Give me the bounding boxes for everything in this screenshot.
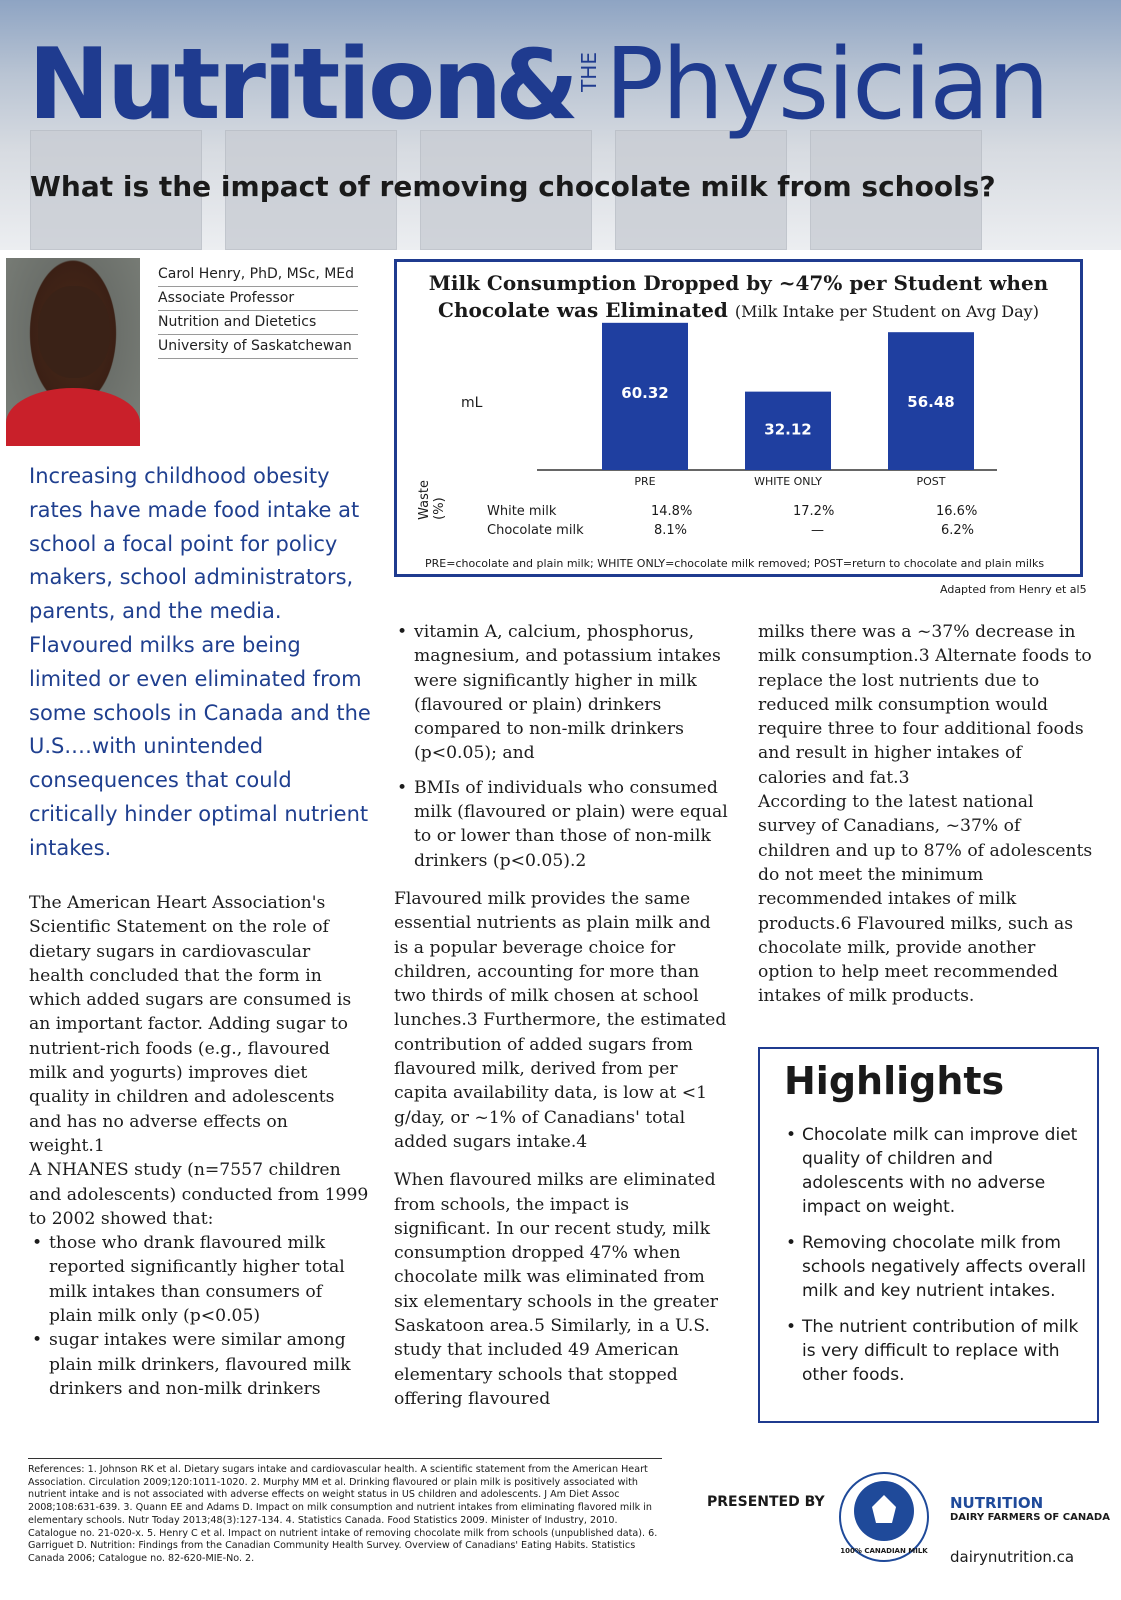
references: References: 1. Johnson RK et al. Dietary sugars intake and cardiovascular health. A scientific statement from the American Heart Association. Circulation 2009;120:1011-1020. 2. Murphy MM et al. Drinking flavoured or plain milk is positively associated with nutrient intake and is not associated with adverse effects on weight status in US children and adolescents. J Am Diet Assoc 2008;108:631-639. 3. Quann EE and Adams D. Impact on milk consumption and nutrient intakes from eliminating flavored milk in elementary schools. Nutr Today 2013;48(3):127-134. 4. Statistics Canada. Food Statistics 2009. Minister of Industry, 2010. Catalogue no. 21-020-x. 5. Henry C et al. Impact on nutrient intake of removing chocolate milk from schools (unpublished data). 6. Garriguet D. Nutrition: Findings from the Canadian Community Health Survey. Overview of Canadians' Eating Habits. Statistics Canada 2006; Catalogue no. 82-620-MIE-No. 2. [28, 1464, 658, 1564]
title-part2: Physician [604, 28, 1048, 142]
highlights-list [786, 1123, 1086, 1399]
highlights-box [758, 1047, 1099, 1423]
bar-value-label: 32.12 [764, 420, 812, 439]
author-photo [6, 258, 140, 446]
brand-name: NUTRITION [950, 1494, 1044, 1512]
intro-text: Increasing childhood obesity rates have made food intake at school a focal point for policy makers, school administrators, parents, and the media. Flavoured milks are being limited or even eliminated from some schools in Canada and the U.S.…with unintended consequences that could critically hinder optimal nutrient intakes. [29, 464, 371, 860]
highlight-item: • The nutrient contribution of milk is very difficult to replace with other foods. [786, 1317, 1079, 1385]
title-part1: Nutrition [28, 28, 500, 142]
bar-value-label: 60.32 [621, 383, 669, 402]
chart-note: PRE=chocolate and plain milk; WHITE ONLY=chocolate milk removed; POST=return to chocolate and plain milks [425, 557, 1045, 570]
highlight-item: • Removing chocolate milk from schools negatively affects overall milk and key nutrient intakes. [786, 1233, 1086, 1301]
waste-cell: — [811, 523, 824, 538]
highlight-text: Chocolate milk can improve diet quality of children and adolescents with no adverse impact on weight. [802, 1125, 1078, 1217]
list-item: • sugar intakes were similar among plain milk drinkers, flavoured milk drinkers and non-milk drinkers [32, 1330, 351, 1399]
highlight-text: Removing chocolate milk from schools negatively affects overall milk and key nutrient intakes. [802, 1233, 1086, 1301]
title-ampersand: & [495, 29, 579, 141]
paragraph: When flavoured milks are eliminated from schools, the impact is significant. In our recent study, milk consumption dropped 47% when chocolate milk was eliminated from six elementary schools in the greater Saskatoon area.5 Similarly, in a U.S. study that included 49 American elementary schools that stopped offering flavoured [394, 1170, 718, 1409]
list-item: • those who drank flavoured milk reported significantly higher total milk intakes than consumers of plain milk only (p<0.05) [32, 1233, 345, 1327]
category-label: PRE [634, 475, 656, 488]
list-item: • BMIs of individuals who consumed milk (flavoured or plain) were equal to or lower than those of non-milk drinkers (p<0.05).2 [397, 777, 728, 871]
highlight-item: • Chocolate milk can improve diet quality of children and adolescents with no adverse impact on weight. [786, 1125, 1078, 1217]
title-the: THE [576, 52, 601, 92]
waste-row-white [447, 504, 1067, 522]
masthead [0, 0, 1121, 250]
list-item: • vitamin A, calcium, phosphorus, magnesium, and potassium intakes were significantly higher in milk (flavoured or plain) drinkers compared to non-milk drinkers (p<0.05); and [397, 622, 721, 764]
column-3 [758, 620, 1094, 1009]
list-item-text: those who drank flavoured milk reported significantly higher total milk intakes than consumers of plain milk only (p<0.05) [49, 1233, 345, 1327]
author-department: Nutrition and Dietetics [158, 311, 358, 335]
chart-source: Adapted from Henry et al5 [940, 583, 1087, 596]
chart-title: Milk Consumption Dropped by ~47% per Student when Chocolate was Eliminated [428, 271, 1049, 322]
paragraph: According to the latest national survey of Canadians, ~37% of children and up to 87% of adolescents do not meet the minimum recommended intakes of milk products.6 Flavoured milks, such as chocolate milk, provide another option to help meet recommended intakes of milk products. [758, 792, 1093, 1007]
author-block [158, 263, 358, 359]
author-institution: University of Saskatchewan [158, 335, 358, 359]
bar-value-label: 56.48 [907, 393, 955, 412]
milk-consumption-chart [394, 259, 1083, 577]
waste-label: Waste (%) [417, 480, 447, 520]
headline: What is the impact of removing chocolate milk from schools? [30, 170, 996, 203]
organization-name: DAIRY FARMERS OF CANADA [950, 1512, 1110, 1523]
waste-row-chocolate [447, 523, 1067, 541]
column-2 [394, 620, 730, 1411]
paragraph: The American Heart Association's Scientific Statement on the role of dietary sugars in cardiovascular health concluded that the form in which added sugars are consumed is an important factor. Adding sugar to nutrient-rich foods (e.g., flavoured milk and yogurts) improves diet quality in children and adolescents and has no adverse effects on weight.1 [29, 893, 352, 1156]
bullet-list [29, 1231, 369, 1401]
list-item-text: sugar intakes were similar among plain milk drinkers, flavoured milk drinkers and non-milk drinkers [49, 1330, 351, 1399]
canadian-milk-logo-icon [838, 1471, 930, 1563]
waste-cell: 8.1% [654, 523, 688, 538]
waste-row-name: Chocolate milk [487, 523, 584, 538]
y-axis-label: mL [461, 395, 483, 411]
paragraph: milks there was a ~37% decrease in milk consumption.3 Alternate foods to replace the lost nutrients due to reduced milk consumption would require three to four additional foods and result in higher intakes of calories and fat.3 [758, 622, 1092, 788]
references-divider [28, 1458, 662, 1459]
paragraph: A NHANES study (n=7557 children and adolescents) conducted from 1999 to 2002 showed that: [29, 1160, 369, 1229]
waste-cell: 17.2% [793, 504, 835, 519]
column-1 [29, 891, 369, 1401]
waste-row-name: White milk [487, 504, 557, 519]
list-item-text: BMIs of individuals who consumed milk (flavoured or plain) were equal to or lower than those of non-milk drinkers (p<0.05).2 [414, 777, 728, 871]
category-label: POST [916, 475, 946, 488]
presented-by-label: PRESENTED BY [707, 1494, 825, 1510]
paragraph: Flavoured milk provides the same essential nutrients as plain milk and is a popular beverage choice for children, accounting for more than two thirds of milk chosen at school lunches.3 Furthermore, the estimated contribution of added sugars from flavoured milk, derived from per capita availability data, is low at <1 g/day, or ~1% of Canadians' total added sugars intake.4 [394, 888, 727, 1152]
author-role: Associate Professor [158, 287, 358, 311]
publication-title [28, 30, 1048, 140]
waste-cell: 6.2% [941, 523, 975, 538]
author-name: Carol Henry, PhD, MSc, MEd [158, 263, 358, 287]
chart-subtitle: (Milk Intake per Student on Avg Day) [734, 302, 1039, 321]
waste-cell: 16.6% [936, 504, 978, 519]
waste-cell: 14.8% [651, 504, 693, 519]
bullet-list [394, 620, 730, 873]
highlight-text: The nutrient contribution of milk is very difficult to replace with other foods. [802, 1317, 1079, 1385]
logo-text: 100% CANADIAN MILK [840, 1547, 928, 1555]
highlights-title: Highlights [784, 1059, 1005, 1103]
category-label: WHITE ONLY [754, 475, 822, 488]
website-link[interactable]: dairynutrition.ca [950, 1548, 1075, 1566]
list-item-text: vitamin A, calcium, phosphorus, magnesium, and potassium intakes were significantly higher in milk (flavoured or plain) drinkers compared to non-milk drinkers (p<0.05); and [414, 622, 721, 764]
